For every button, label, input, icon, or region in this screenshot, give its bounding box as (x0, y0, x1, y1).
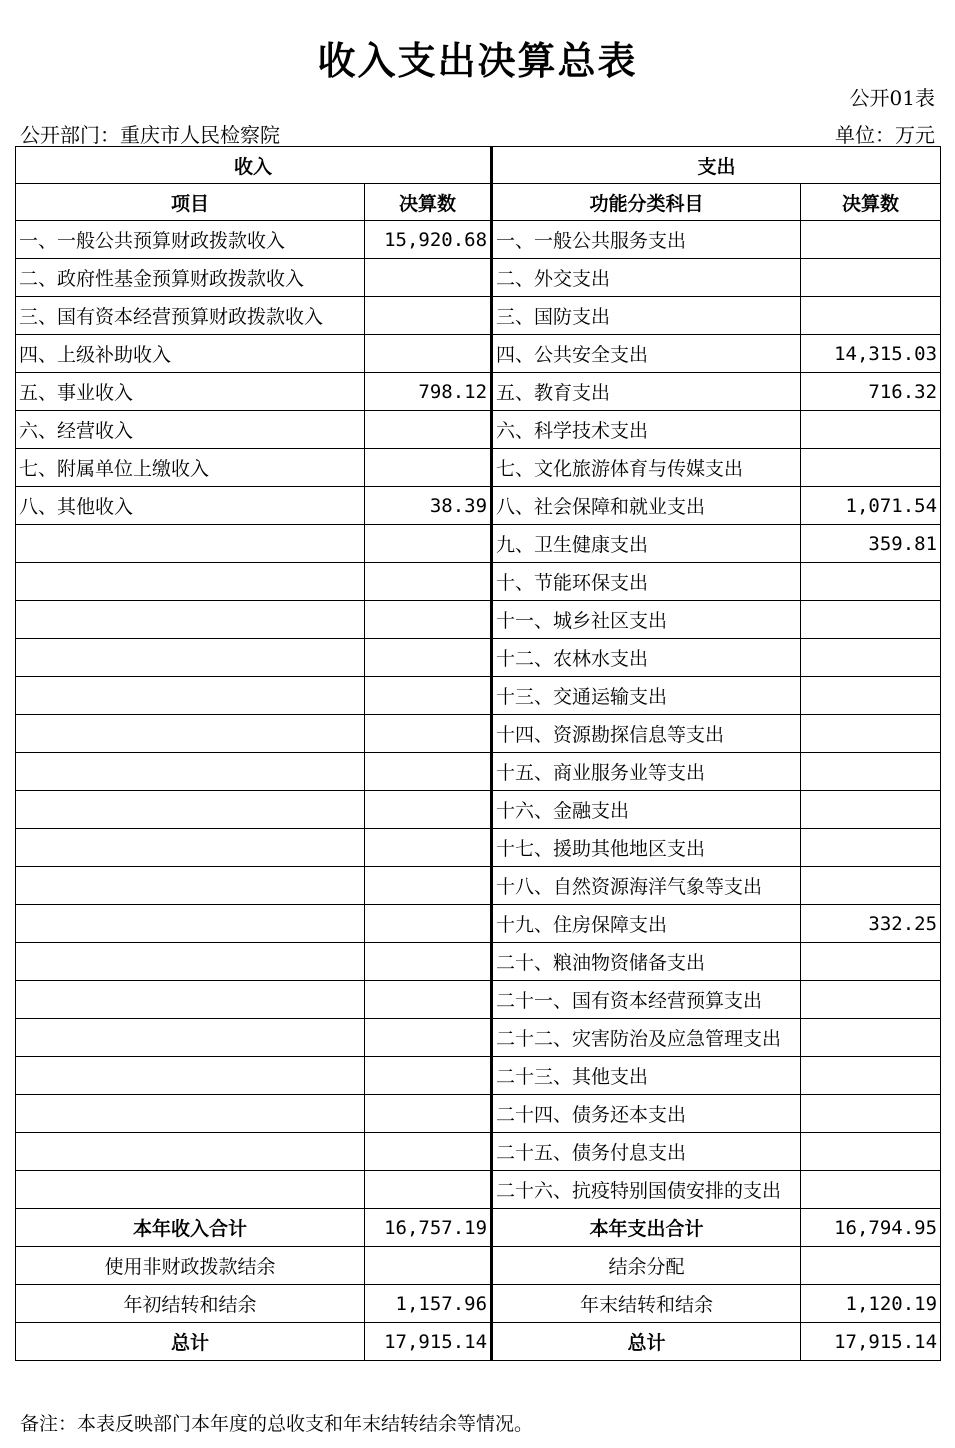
income-item-value (365, 1133, 492, 1171)
expense-item-value (801, 677, 941, 715)
income-item-label (16, 753, 365, 791)
table-row (16, 449, 941, 487)
summary-expense-value: 1,120.19 (801, 1285, 941, 1323)
income-item-value (365, 791, 492, 829)
summary-expense-label: 本年支出合计 (492, 1209, 801, 1247)
income-item-value (365, 297, 492, 335)
expense-item-value (801, 449, 941, 487)
table-row (16, 639, 941, 677)
summary-income-value: 1,157.96 (365, 1285, 492, 1323)
table-row (16, 905, 941, 943)
table-row (16, 791, 941, 829)
income-item-label (16, 601, 365, 639)
table-row (16, 601, 941, 639)
table-row (16, 1095, 941, 1133)
expense-item-label: 七、文化旅游体育与传媒支出 (492, 449, 801, 487)
table-row (16, 563, 941, 601)
expense-item-label: 十九、住房保障支出 (492, 905, 801, 943)
expense-item-label: 二十、粮油物资储备支出 (492, 943, 801, 981)
expense-item-value (801, 221, 941, 259)
table-row (16, 1019, 941, 1057)
income-item-value (365, 1095, 492, 1133)
expense-item-value (801, 1095, 941, 1133)
summary-income-value: 17,915.14 (365, 1323, 492, 1361)
expense-item-value: 14,315.03 (801, 335, 941, 373)
expense-item-label: 十一、城乡社区支出 (492, 601, 801, 639)
expense-item-value (801, 1057, 941, 1095)
column-header-row (16, 184, 941, 221)
income-item-value (365, 943, 492, 981)
expense-item-value (801, 1171, 941, 1209)
income-item-label (16, 1133, 365, 1171)
income-header: 收入 (16, 147, 492, 184)
summary-income-value: 16,757.19 (365, 1209, 492, 1247)
expense-item-label: 五、教育支出 (492, 373, 801, 411)
expense-item-value (801, 259, 941, 297)
footnote: 备注：本表反映部门本年度的总收支和年末结转结余等情况。 (20, 1413, 534, 1435)
table-row (16, 487, 941, 525)
expense-item-value (801, 981, 941, 1019)
income-item-value (365, 981, 492, 1019)
expense-header: 支出 (492, 147, 941, 184)
income-item-value (365, 867, 492, 905)
expense-item-value: 716.32 (801, 373, 941, 411)
expense-item-label: 十八、自然资源海洋气象等支出 (492, 867, 801, 905)
income-item-label (16, 1019, 365, 1057)
income-item-value (365, 1171, 492, 1209)
income-item-label (16, 715, 365, 753)
expense-item-label: 二十二、灾害防治及应急管理支出 (492, 1019, 801, 1057)
income-item-value: 38.39 (365, 487, 492, 525)
income-item-label (16, 1095, 365, 1133)
income-item-value (365, 1057, 492, 1095)
income-item-value (365, 905, 492, 943)
expense-item-value (801, 601, 941, 639)
table-row (16, 1057, 941, 1095)
amount2-header: 决算数 (801, 184, 941, 221)
income-item-label (16, 905, 365, 943)
income-item-label (16, 563, 365, 601)
income-item-label (16, 639, 365, 677)
income-item-label (16, 677, 365, 715)
income-expense-table (15, 146, 941, 1361)
expense-item-label: 一、一般公共服务支出 (492, 221, 801, 259)
income-item-label (16, 1057, 365, 1095)
table-row (16, 867, 941, 905)
expense-item-label: 十五、商业服务业等支出 (492, 753, 801, 791)
income-item-label: 八、其他收入 (16, 487, 365, 525)
table-row (16, 221, 941, 259)
summary-income-label: 总计 (16, 1323, 365, 1361)
expense-item-value (801, 411, 941, 449)
summary-expense-value: 16,794.95 (801, 1209, 941, 1247)
page-title: 收入支出决算总表 (317, 39, 638, 83)
income-item-label: 六、经营收入 (16, 411, 365, 449)
summary-expense-label: 年末结转和结余 (492, 1285, 801, 1323)
income-item-label (16, 943, 365, 981)
table-row (16, 1133, 941, 1171)
income-item-label: 三、国有资本经营预算财政拨款收入 (16, 297, 365, 335)
unit-label: 单位：万元 (835, 123, 935, 147)
income-item-label: 四、上级补助收入 (16, 335, 365, 373)
income-item-value (365, 449, 492, 487)
table-row (16, 411, 941, 449)
income-item-label: 七、附属单位上缴收入 (16, 449, 365, 487)
expense-item-value (801, 753, 941, 791)
summary-expense-value: 17,915.14 (801, 1323, 941, 1361)
table-row (16, 753, 941, 791)
table-row (16, 943, 941, 981)
func-category-header: 功能分类科目 (492, 184, 801, 221)
table-row (16, 373, 941, 411)
expense-item-label: 二十四、债务还本支出 (492, 1095, 801, 1133)
income-item-label (16, 525, 365, 563)
section-header-row (16, 147, 941, 184)
expense-item-value: 1,071.54 (801, 487, 941, 525)
expense-item-value: 332.25 (801, 905, 941, 943)
income-item-value (365, 335, 492, 373)
summary-income-label: 年初结转和结余 (16, 1285, 365, 1323)
expense-item-label: 二十三、其他支出 (492, 1057, 801, 1095)
table-row (16, 715, 941, 753)
income-item-value (365, 601, 492, 639)
expense-item-value (801, 791, 941, 829)
expense-item-label: 二十五、债务付息支出 (492, 1133, 801, 1171)
item-header: 项目 (16, 184, 365, 221)
expense-item-value (801, 943, 941, 981)
income-item-value (365, 677, 492, 715)
income-item-label (16, 981, 365, 1019)
income-item-label (16, 829, 365, 867)
expense-item-label: 二、外交支出 (492, 259, 801, 297)
expense-item-label: 九、卫生健康支出 (492, 525, 801, 563)
summary-income-value (365, 1247, 492, 1285)
income-item-label (16, 791, 365, 829)
expense-item-value (801, 563, 941, 601)
income-item-value (365, 715, 492, 753)
expense-item-label: 三、国防支出 (492, 297, 801, 335)
summary-income-label: 本年收入合计 (16, 1209, 365, 1247)
income-item-value: 15,920.68 (365, 221, 492, 259)
expense-item-label: 八、社会保障和就业支出 (492, 487, 801, 525)
income-item-label (16, 867, 365, 905)
income-item-label: 二、政府性基金预算财政拨款收入 (16, 259, 365, 297)
expense-item-value: 359.81 (801, 525, 941, 563)
summary-income-label: 使用非财政拨款结余 (16, 1247, 365, 1285)
expense-item-label: 二十六、抗疫特别国债安排的支出 (492, 1171, 801, 1209)
income-item-value (365, 259, 492, 297)
expense-item-value (801, 639, 941, 677)
expense-item-value (801, 829, 941, 867)
form-number: 公开01表 (849, 86, 935, 110)
expense-item-label: 十、节能环保支出 (492, 563, 801, 601)
expense-item-value (801, 297, 941, 335)
table-row (16, 335, 941, 373)
amount-header: 决算数 (365, 184, 492, 221)
expense-item-value (801, 1133, 941, 1171)
summary-expense-label: 结余分配 (492, 1247, 801, 1285)
table-row (16, 829, 941, 867)
expense-item-value (801, 1019, 941, 1057)
income-item-label: 一、一般公共预算财政拨款收入 (16, 221, 365, 259)
expense-item-label: 十六、金融支出 (492, 791, 801, 829)
expense-item-label: 十七、援助其他地区支出 (492, 829, 801, 867)
income-item-value: 798.12 (365, 373, 492, 411)
expense-item-label: 十三、交通运输支出 (492, 677, 801, 715)
expense-item-label: 六、科学技术支出 (492, 411, 801, 449)
income-item-value (365, 1019, 492, 1057)
expense-item-value (801, 715, 941, 753)
table-row (16, 981, 941, 1019)
summary-expense-value (801, 1247, 941, 1285)
income-item-label: 五、事业收入 (16, 373, 365, 411)
table-row (16, 1171, 941, 1209)
expense-item-label: 四、公共安全支出 (492, 335, 801, 373)
department-label: 公开部门：重庆市人民检察院 (20, 123, 280, 147)
summary-expense-label: 总计 (492, 1323, 801, 1361)
income-item-value (365, 829, 492, 867)
income-item-label (16, 1171, 365, 1209)
income-item-value (365, 563, 492, 601)
expense-item-label: 二十一、国有资本经营预算支出 (492, 981, 801, 1019)
expense-item-label: 十四、资源勘探信息等支出 (492, 715, 801, 753)
income-item-value (365, 639, 492, 677)
income-item-value (365, 753, 492, 791)
summary-row (16, 1247, 941, 1285)
income-item-value (365, 411, 492, 449)
table-row (16, 525, 941, 563)
summary-row (16, 1209, 941, 1247)
income-item-value (365, 525, 492, 563)
expense-item-label: 十二、农林水支出 (492, 639, 801, 677)
expense-item-value (801, 867, 941, 905)
summary-row (16, 1323, 941, 1361)
table-row (16, 677, 941, 715)
table-row (16, 297, 941, 335)
summary-row (16, 1285, 941, 1323)
table-row (16, 259, 941, 297)
